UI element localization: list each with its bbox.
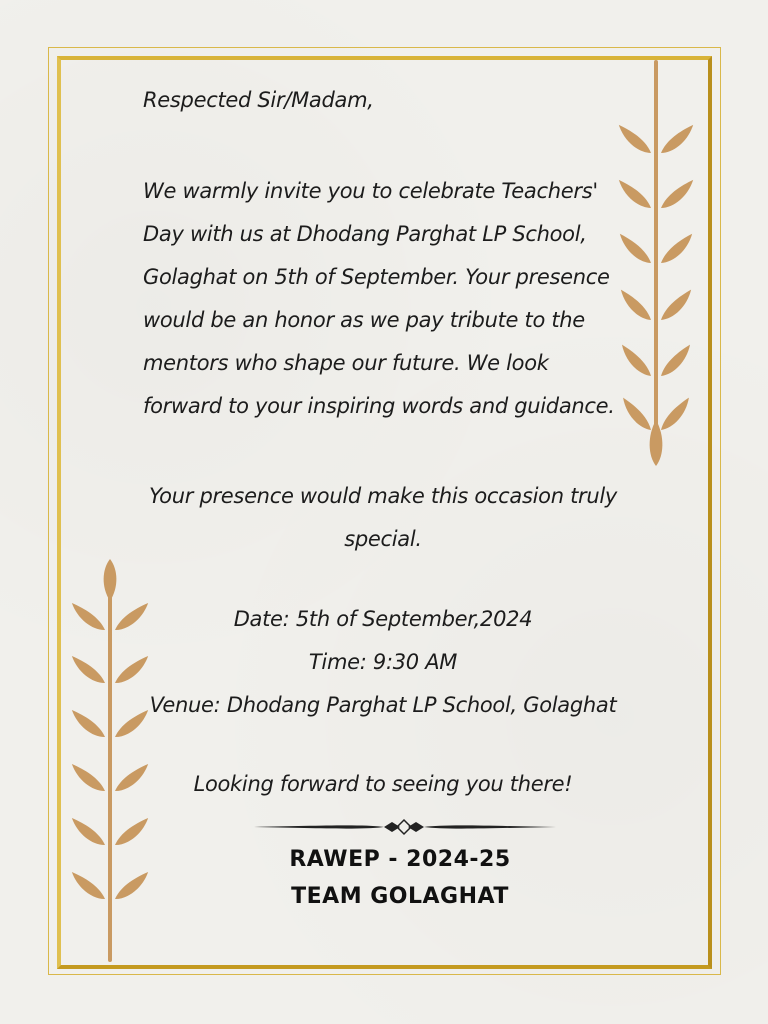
- event-details: [140, 598, 626, 727]
- team-name-line2: TEAM GOLAGHAT: [291, 884, 509, 909]
- special-line: special.: [344, 527, 422, 551]
- body-line: Golaghat on 5th of September. Your presence: [143, 265, 610, 289]
- body-line: would be an honor as we pay tribute to the: [143, 308, 585, 332]
- special-occasion-text: [140, 475, 626, 561]
- ornamental-divider-icon: [252, 818, 556, 836]
- body-line: forward to your inspiring words and guidance.: [143, 394, 615, 418]
- event-venue: Venue: Dhodang Parghat LP School, Golaghat: [149, 693, 617, 717]
- body-line: Day with us at Dhodang Parghat LP School,: [143, 222, 587, 246]
- invitation-body: [143, 170, 623, 428]
- body-line: mentors who shape our future. We look: [143, 351, 549, 375]
- greeting-text: Respected Sir/Madam,: [143, 88, 374, 112]
- event-time: Time: 9:30 AM: [308, 650, 458, 674]
- team-name-line1: RAWEP - 2024-25: [289, 847, 511, 872]
- event-date: Date: 5th of September,2024: [233, 607, 533, 631]
- closing-text: Looking forward to seeing you there!: [193, 772, 573, 796]
- body-line: We warmly invite you to celebrate Teachers': [143, 179, 598, 203]
- special-line: Your presence would make this occasion truly: [148, 484, 618, 508]
